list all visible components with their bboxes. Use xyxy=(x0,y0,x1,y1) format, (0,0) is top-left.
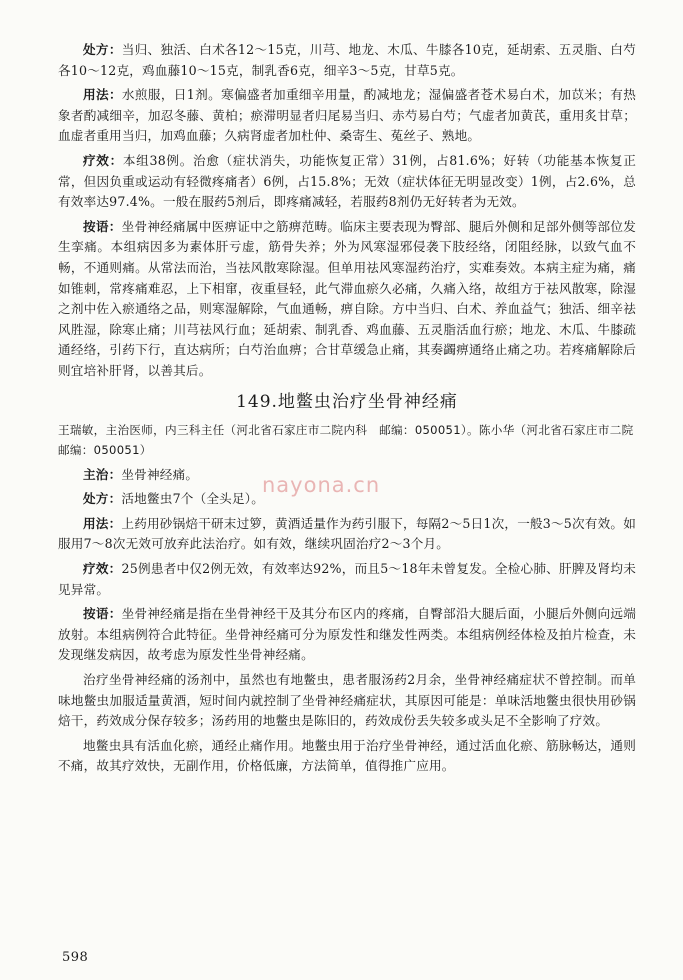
usage-paragraph xyxy=(58,85,636,147)
prescription-label-2: 处方： xyxy=(83,491,122,507)
efficacy-text-2: 25例患者中仅2例无效，有效率达92%，而且5～18年未曾复发。全检心肺、肝脾及肾均未见异常。 xyxy=(58,561,636,597)
commentary-paragraph xyxy=(58,217,636,382)
page-number: 598 xyxy=(62,950,89,965)
commentary-paragraph-4: 地鳖虫具有活血化瘀，通经止痛作用。地鳖虫用于治疗坐骨神经，通过活血化瘀、筋脉畅达，通则不痛，故其疗效快，无副作用，价格低廉，方法简单，值得推广应用。 xyxy=(58,737,636,774)
prescription-label: 处方： xyxy=(83,42,122,57)
efficacy-paragraph xyxy=(58,151,636,213)
usage-paragraph-2 xyxy=(58,514,636,555)
usage-label: 用法： xyxy=(83,87,122,103)
section-title: 149.地鳖虫治疗坐骨神经痛 xyxy=(236,391,458,412)
efficacy-label: 疗效： xyxy=(83,152,123,168)
usage-label-2: 用法： xyxy=(83,515,122,531)
commentary-label: 按语： xyxy=(83,218,122,234)
prescription-text-2: 活地鳖虫7个（全头足）。 xyxy=(121,491,265,507)
efficacy-paragraph-2 xyxy=(58,559,636,600)
commentary-text: 坐骨神经痛属中医痹证中之筋痹范畴。临床主要表现为臀部、腿后外侧和足部外侧等部位发生挛痛。本组病因多为素体肝亏虚，筋骨失养；外为风寒湿邪侵袭下肢经络，闭阻经脉，以致气血不畅，不通则痛。从常法而治，当祛风散寒除湿。但单用祛风寒湿药治疗，实难奏效。本病主症为痛，痛如锥刺，常疼痛难忍，上下相窜，夜重昼轻，此气滞血瘀久必痛，久痛入络，故组方于祛风散寒，除湿之剂中佐入瘀通络之品，则寒湿解除，气血通畅，痹自除。方中当归、白术、养血益气；独活、细辛祛风胜湿，除寒止痛；川芎祛风行血；延胡索、制乳香、鸡血藤、五灵脂活血行瘀；地龙、木瓜、牛膝疏通经络，引药下行，直达病所；白芍治血痹；合甘草缓急止痛，其奏蠲痹通络止痛之功。若疼痛解除后则宜培补肝肾，以善其后。 xyxy=(58,218,636,378)
usage-text-2: 上药用砂锅焙干研末过箩，黄酒适量作为药引服下，每隔2～5日1次，一般3～5次有效。如服用7～8次无效可放弃此法治疗。如有效，继续巩固治疗2～3个月。 xyxy=(58,515,636,552)
author-info: 王瑞敏，主治医师，内三科主任（河北省石家庄市二院内科 邮编：050051）。陈小华（河北省石家庄市二院 邮编：050051） xyxy=(58,422,646,458)
commentary-paragraph-2 xyxy=(58,604,636,666)
commentary-text-2a: 坐骨神经痛是指在坐骨神经干及其分布区内的疼痛，自臀部沿大腿后面，小腿后外侧向远端放射。本组病例符合此特征。坐骨神经痛可分为原发性和继发性两类。本组病例经体检及拍片检查，未发现继发病因，故考虑为原发性坐骨神经痛。 xyxy=(58,606,636,663)
page-body xyxy=(58,40,646,777)
efficacy-text: 本组38例。治愈（症状消失，功能恢复正常）31例，占81.6%；好转（功能基本恢复正常，但因负重或运动有轻微疼痛者）6例，占15.8%；无效（症状体征无明显改变）1例，占2.6%，总有效率达97.4%。一般在服药5剂后，即疼痛减轻，若服药8剂仍无好转者为无效。 xyxy=(58,152,636,210)
indication-label: 主治： xyxy=(83,466,122,482)
usage-text: 水煎服，日1剂。寒偏盛者加重细辛用量，酌减地龙；湿偏盛者苍术易白术，加苡米；有热象者酌减细辛，加忍冬藤、黄柏；瘀滞明显者归尾易当归、赤芍易白芍；气虚者加黄芪，重用炙甘草；血虚者重用当归，加鸡血藤；久病肾虚者加杜仲、桑寄生、菟丝子、熟地。 xyxy=(58,87,636,144)
prescription-text: 当归、独活、白术各12～15克，川芎、地龙、木瓜、牛膝各10克，延胡索、五灵脂、白芍各10～12克，鸡血藤10～15克，制乳香6克，细辛3～5克，甘草5克。 xyxy=(58,42,636,78)
efficacy-label-2: 疗效： xyxy=(83,561,122,577)
indication-text: 坐骨神经痛。 xyxy=(121,466,199,482)
watermark-text: nayona.cn xyxy=(262,473,381,497)
prescription-paragraph xyxy=(58,40,636,81)
commentary-paragraph-3: 治疗坐骨神经痛的汤剂中，虽然也有地鳖虫，患者服汤药2月余，坐骨神经痛症状不曾控制。而单味地鳖虫加服适量黄酒，短时间内就控制了坐骨神经痛症状，其原因可能是：单味活地鳖虫很快用砂锅焙干，药效成分保存较多；汤药用的地鳖虫是陈旧的，药效成份丢失较多或头足不全影响了疗效。 xyxy=(58,672,636,729)
commentary-label-2: 按语： xyxy=(83,606,122,622)
